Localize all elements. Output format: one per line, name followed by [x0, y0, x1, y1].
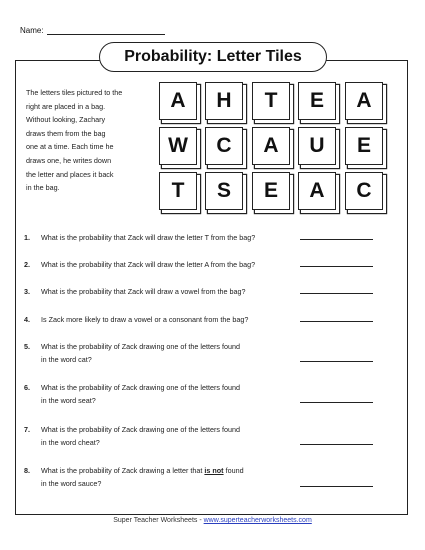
letter-tile: S	[205, 172, 243, 210]
question-line: in the word cat?	[41, 355, 92, 364]
question-line: What is the probability of Zack drawing a letter that	[41, 466, 205, 475]
name-row	[20, 25, 165, 35]
question-line: What is the probability of Zack drawing one of the letters found	[41, 342, 240, 351]
question-text: What is the probability that Zack will draw a vowel from the bag?	[41, 287, 246, 296]
intro-line: right are placed in a bag.	[26, 101, 106, 111]
question-text	[41, 340, 311, 366]
question-number: 1.	[24, 233, 30, 242]
question-text	[41, 423, 311, 449]
intro-line: in the bag.	[26, 183, 60, 193]
question-text: Is Zack more likely to draw a vowel or a consonant from the bag?	[41, 315, 249, 324]
answer-line-7[interactable]	[300, 444, 373, 445]
letter-tile: H	[205, 82, 243, 120]
intro-line: Without looking, Zachary	[26, 115, 106, 125]
question-number: 7.	[24, 425, 30, 434]
letter-tile: A	[252, 127, 290, 165]
footer	[0, 517, 425, 524]
letter-tile: W	[159, 127, 197, 165]
answer-line-6[interactable]	[300, 402, 373, 403]
letter-tile: A	[345, 82, 383, 120]
intro-line: The letters tiles pictured to the	[26, 88, 123, 97]
letter-tile: C	[345, 172, 383, 210]
question-number: 8.	[24, 466, 30, 475]
answer-line-8[interactable]	[300, 486, 373, 487]
footer-text: Super Teacher Worksheets -	[113, 517, 204, 524]
question-line: in the word seat?	[41, 396, 96, 405]
footer-link[interactable]: www.superteacherworksheets.com	[203, 517, 312, 524]
question-text	[41, 464, 311, 490]
question-text: What is the probability that Zack will draw the letter A from the bag?	[41, 260, 256, 269]
letter-tile: T	[159, 172, 197, 210]
name-field[interactable]	[47, 25, 165, 35]
question-line: What is the probability of Zack drawing one of the letters found	[41, 425, 240, 434]
emphasis-not: is not	[204, 466, 224, 475]
question-line: What is the probability of Zack drawing one of the letters found	[41, 383, 240, 392]
worksheet-title: Probability: Letter Tiles	[99, 42, 327, 72]
answer-line-2[interactable]	[300, 266, 373, 267]
letter-tile: U	[298, 127, 336, 165]
letter-tile: A	[298, 172, 336, 210]
letter-tile: C	[205, 127, 243, 165]
question-line: in the word sauce?	[41, 479, 102, 488]
letter-tile: E	[252, 172, 290, 210]
question-text	[41, 381, 311, 407]
answer-line-1[interactable]	[300, 239, 373, 240]
intro-line: one at a time. Each time he	[26, 142, 114, 152]
answer-line-3[interactable]	[300, 293, 373, 294]
question-line: found	[223, 466, 244, 475]
question-number: 2.	[24, 260, 30, 269]
name-label: Name:	[20, 26, 44, 35]
letter-tile: T	[252, 82, 290, 120]
intro-line: the letter and places it back	[26, 169, 114, 179]
question-number: 4.	[24, 315, 30, 324]
question-number: 3.	[24, 287, 30, 296]
question-text: What is the probability that Zack will draw the letter T from the bag?	[41, 233, 256, 242]
answer-line-4[interactable]	[300, 321, 373, 322]
intro-line: draws them from the bag	[26, 128, 106, 138]
question-number: 6.	[24, 383, 30, 392]
intro-text	[26, 86, 156, 195]
intro-line: draws one, he writes down	[26, 155, 112, 165]
question-number: 5.	[24, 342, 30, 351]
answer-line-5[interactable]	[300, 361, 373, 362]
letter-tile: E	[345, 127, 383, 165]
letter-tile: E	[298, 82, 336, 120]
letter-tile: A	[159, 82, 197, 120]
question-line: in the word cheat?	[41, 438, 100, 447]
